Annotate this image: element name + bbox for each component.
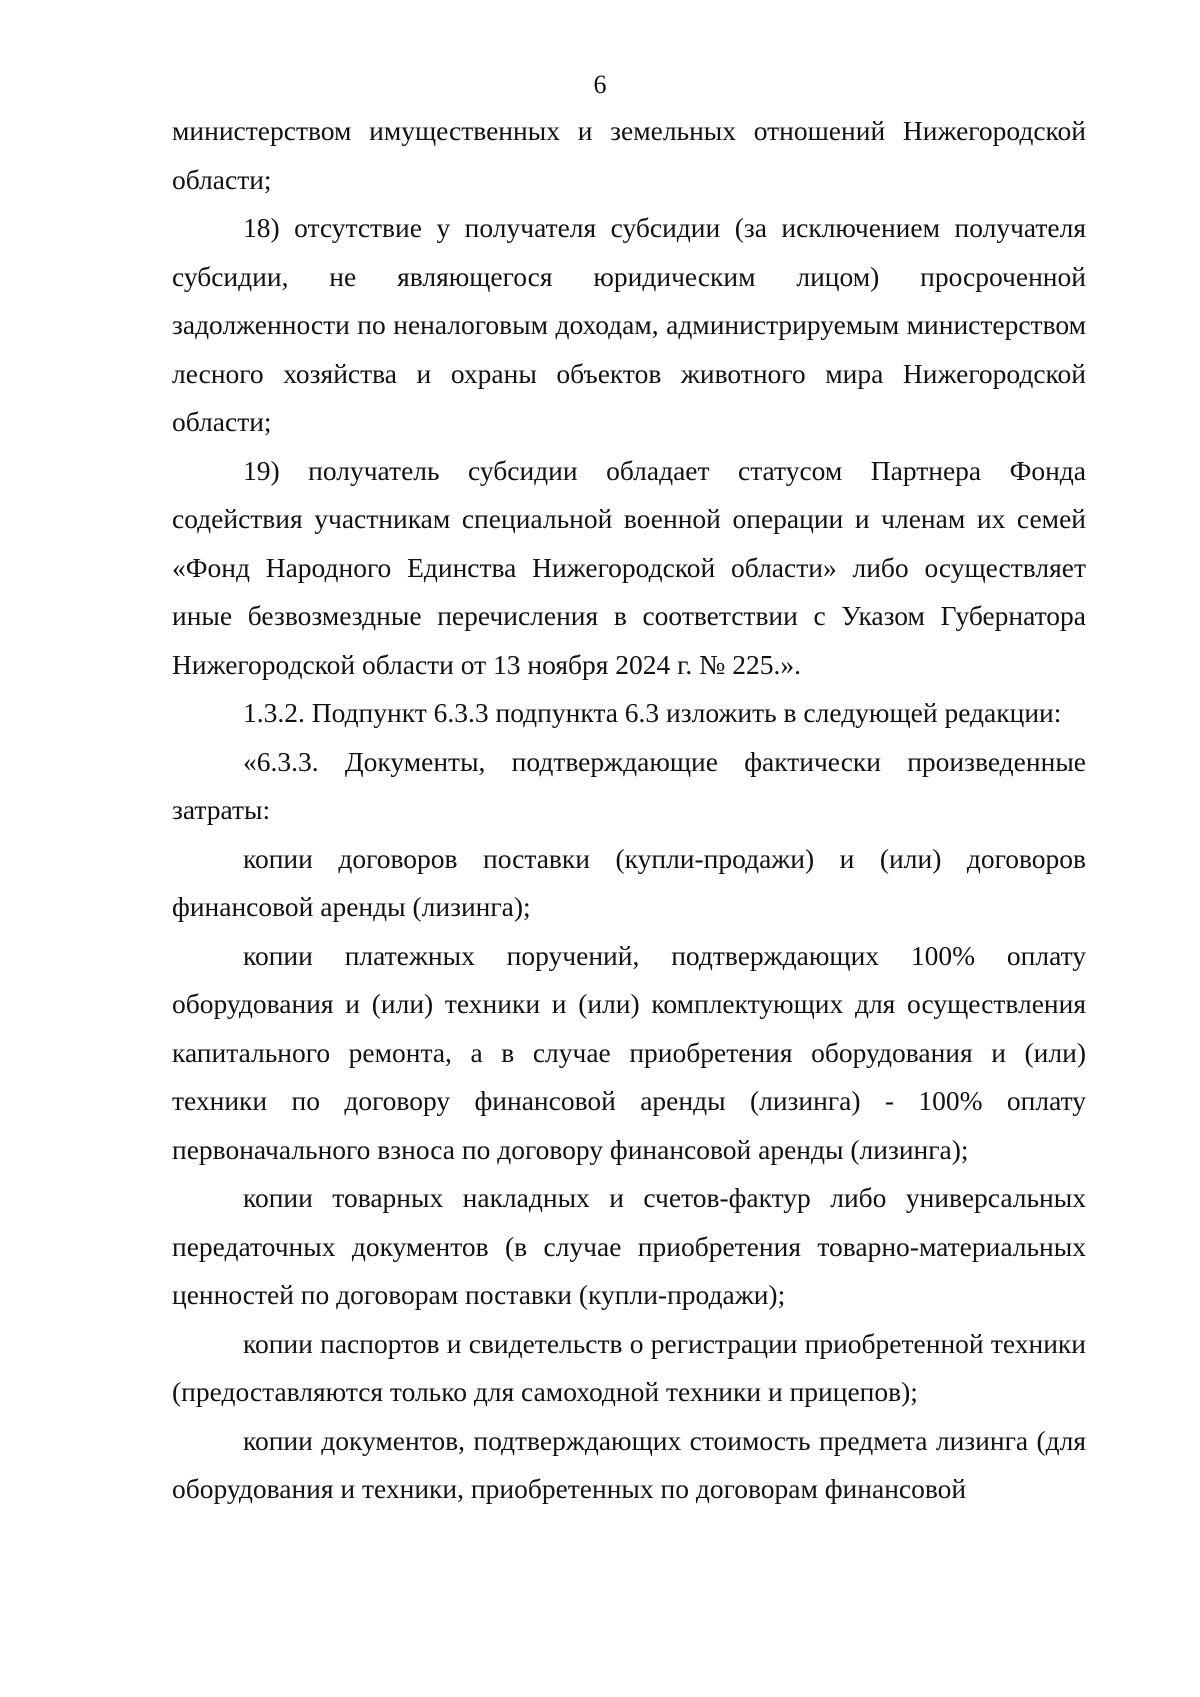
paragraph-leasing-cost: копии документов, подтверждающих стоимость предмета лизинга (для оборудования и техники, приобретенных по договорам финансовой (172, 1424, 1086, 1504)
paragraph-6-3-3: «6.3.3. Документы, подтверждающие фактически произведенные затраты: (172, 745, 1086, 825)
paragraph-continuation: министерством имущественных и земельных отношений Нижегородской области; (172, 115, 1086, 195)
paragraph-item-18: 18) отсутствие у получателя субсидии (за исключением получателя субсидии, не являющегося юридическим лицом) просроченной задолженности по неналоговым доходам, администрируемым министерством лесного хозяйства и охраны объектов животного мира Нижегородской области; (172, 212, 1086, 437)
paragraph-1-3-2: 1.3.2. Подпункт 6.3.3 подпункта 6.3 изложить в следующей редакции: (243, 697, 1062, 728)
paragraph-contract-copies: копии договоров поставки (купли-продажи) и (или) договоров финансовой аренды (лизинга); (172, 842, 1086, 922)
page-number: 6 (593, 70, 607, 99)
paragraph-invoices: копии товарных накладных и счетов-фактур либо универсальных передаточных документов (в случае приобретения товарно-материальных ценностей по договорам поставки (купли-продажи); (172, 1182, 1086, 1310)
document-body (172, 107, 1086, 1514)
paragraph-payment-orders: копии платежных поручений, подтверждающих 100% оплату оборудования и (или) техники и (или) комплектующих для осуществления капитального ремонта, а в случае приобретения оборудования и (или) техники по договору финансовой аренды (лизинга) - 100% оплату первоначального взноса по договору финансовой аренды (лизинга); (172, 939, 1086, 1165)
paragraph-passports: копии паспортов и свидетельств о регистрации приобретенной техники (предоставляются только для самоходной техники и прицепов); (172, 1327, 1086, 1407)
paragraph-item-19: 19) получатель субсидии обладает статусом Партнера Фонда содействия участникам специальной военной операции и членам их семей «Фонд Народного Единства Нижегородской области» либо осуществляет иные безвозмездные перечисления в соответствии с Указом Губернатора Нижегородской области от 13 ноября 2024 г. № 225.». (172, 454, 1086, 680)
